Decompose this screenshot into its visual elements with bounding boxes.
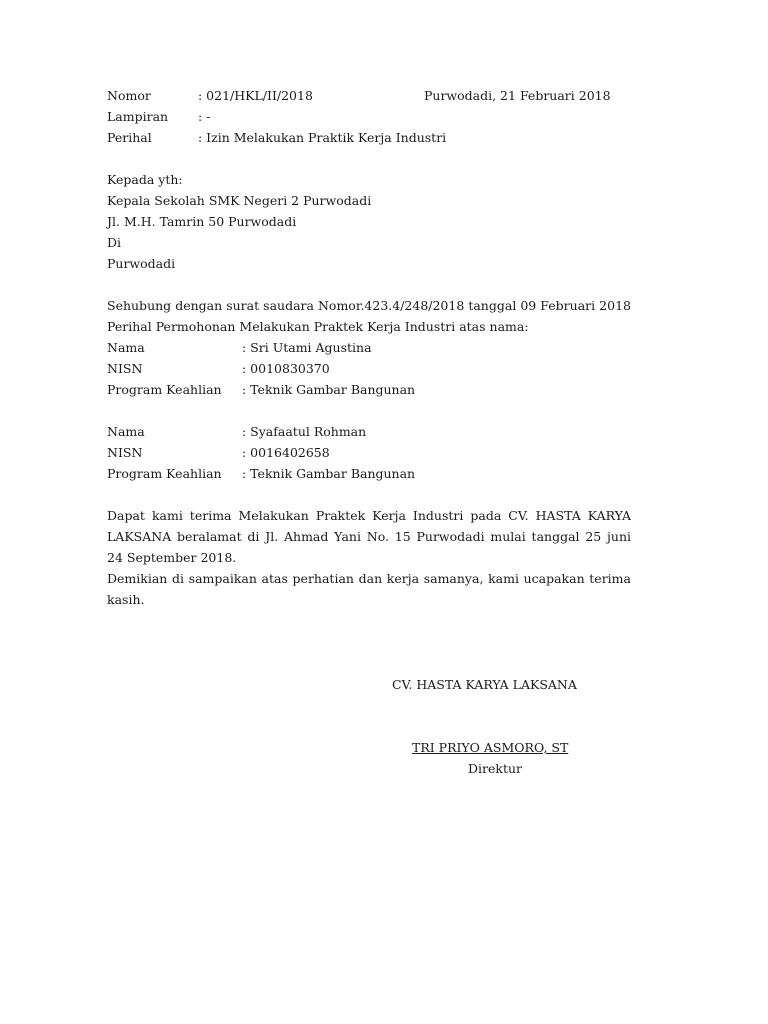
student-1-program-label: Program Keahlian xyxy=(107,382,222,397)
recipient-line-3: Jl. M.H. Tamrin 50 Purwodadi xyxy=(107,214,297,229)
intro-line-1: Sehubung dengan surat saudara Nomor.423.4/248/2018 tanggal 09 Februari 2018 xyxy=(107,298,631,313)
student-1-program-value: : Teknik Gambar Bangunan xyxy=(242,382,416,397)
place-date: Purwodadi, 21 Februari 2018 xyxy=(424,88,611,103)
signature-title: Direktur xyxy=(468,761,523,776)
student-2-nama-value: : Syafaatul Rohman xyxy=(242,424,367,439)
recipient-line-2: Kepala Sekolah SMK Negeri 2 Purwodadi xyxy=(107,193,372,208)
signature-name: TRI PRIYO ASMORO, ST xyxy=(412,740,569,755)
closing-line-1: Demikian di sampaikan atas perhatian dan kerja samanya, kami ucapakan terima xyxy=(107,571,631,586)
perihal-label: Perihal xyxy=(107,130,152,145)
closing-line-2: kasih. xyxy=(107,592,145,607)
student-1-nisn-label: NISN xyxy=(107,361,143,376)
nomor-label: Nomor xyxy=(107,88,151,103)
recipient-line-1: Kepada yth: xyxy=(107,172,183,187)
accept-line-1: Dapat kami terima Melakukan Praktek Kerja Industri pada CV. HASTA KARYA xyxy=(107,508,631,523)
student-2-nisn-label: NISN xyxy=(107,445,143,460)
lampiran-label: Lampiran xyxy=(107,109,169,124)
student-2-nama-label: Nama xyxy=(107,424,145,439)
student-2-nisn-value: : 0016402658 xyxy=(242,445,330,460)
accept-line-3: 24 September 2018. xyxy=(107,550,237,565)
student-1-nama-label: Nama xyxy=(107,340,145,355)
intro-line-2: Perihal Permohonan Melakukan Praktek Kerja Industri atas nama: xyxy=(107,319,529,334)
signature-company: CV. HASTA KARYA LAKSANA xyxy=(392,677,577,692)
recipient-line-4: Di xyxy=(107,235,122,250)
student-2-program-label: Program Keahlian xyxy=(107,466,222,481)
student-1-nisn-value: : 0010830370 xyxy=(242,361,330,376)
lampiran-value: : - xyxy=(198,109,211,124)
accept-line-2: LAKSANA beralamat di Jl. Ahmad Yani No. 15 Purwodadi mulai tanggal 25 juni xyxy=(107,529,631,544)
perihal-value: : Izin Melakukan Praktik Kerja Industri xyxy=(198,130,447,145)
nomor-value: : 021/HKL/II/2018 xyxy=(198,88,313,103)
student-2-program-value: : Teknik Gambar Bangunan xyxy=(242,466,416,481)
recipient-line-5: Purwodadi xyxy=(107,256,176,271)
student-1-nama-value: : Sri Utami Agustina xyxy=(242,340,372,355)
